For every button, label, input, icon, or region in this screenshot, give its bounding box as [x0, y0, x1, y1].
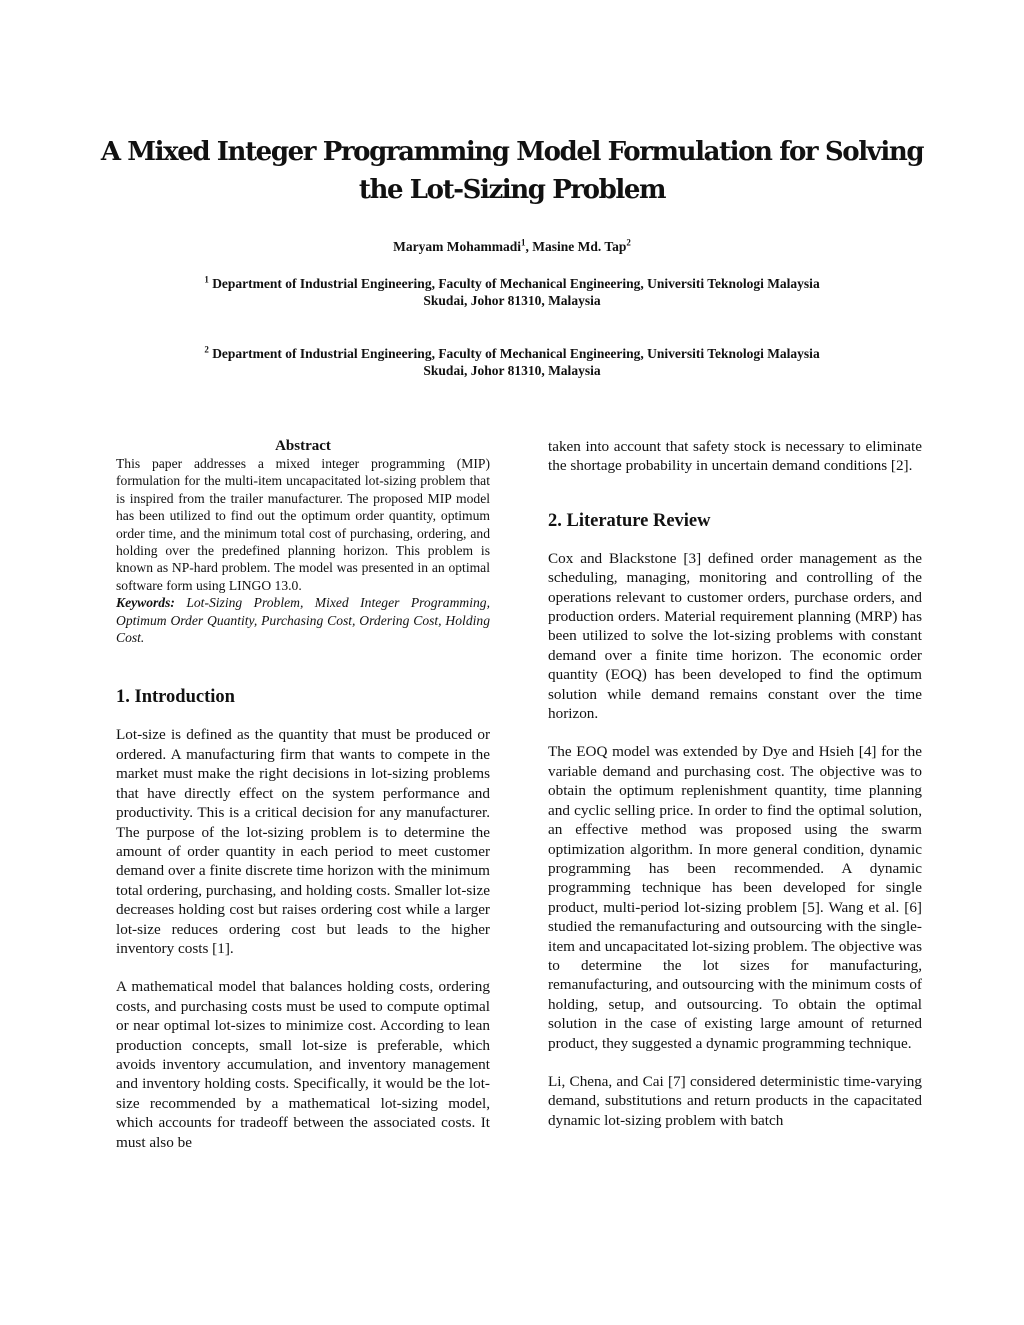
literature-paragraph-2: The EOQ model was extended by Dye and Hsieh [4] for the variable demand and purchasing cost. The objective was to obtain the optimum replenishment quantity, time planning and cyclic selling price. In order to find the optimal solution, an effective method was proposed using the swarm optimization algorithm. In more general condition, dynamic programming has been recommended. A dynamic programming technique has been developed for single product, multi-period lot-sizing problem [5]. Wang et al. [6] studied the remanufacturing and outsourcing with the single-item and uncapacitated lot-sizing problem. The objective was to determine the lot sizes for manufacturing, remanufacturing, and outsourcing with the minimum costs of holding, setup, and outsourcing. To obtain the optimal solution in the case of existing large amount of returned product, they suggested a dynamic programming technique. [548, 743, 922, 1052]
author-1-affiliation-mark: 1 [520, 237, 526, 248]
paper-title [100, 133, 924, 209]
affiliation-2-line-2: Skudai, Johor 81310, Malaysia [423, 363, 601, 378]
affiliation-2 [0, 345, 1024, 379]
keywords-text: Lot-Sizing Problem, Mixed Integer Programming, Optimum Order Quantity, Purchasing Cost, Ordering Cost, Holding Cost. [116, 595, 490, 646]
right-column [548, 437, 922, 1130]
affiliation-1-mark: 1 [204, 274, 209, 285]
introduction-paragraph-1: Lot-size is defined as the quantity that must be produced or ordered. A manufacturing firm that wants to compete in the market must make the right decisions in lot-sizing problems that have directly effect on the system performance and productivity. This is a critical decision for any manufacturer. The purpose of the lot-sizing problem is to determine the amount of order quantity in each period to meet customer demand over a finite discrete time horizon with the minimum total ordering, purchasing, and holding costs. Smaller lot-size decreases holding cost but raises ordering cost while a larger lot-size reduces ordering cost but leads to the higher inventory costs [1]. [116, 726, 490, 957]
keywords-label: Keywords: [116, 595, 175, 611]
introduction-paragraph-2: A mathematical model that balances holding costs, ordering costs, and purchasing costs must be used to compute optimal or near optimal lot-sizes to minimize cost. According to lean production concepts, small lot-size is preferable, which avoids inventory accumulation, and inventory management and inventory holding costs. Specifically, it would be the lot-size recommended by a mathematical lot-sizing model, which accounts for tradeoff between the associated costs. It must also be [116, 978, 490, 1151]
author-list [0, 238, 1024, 256]
affiliation-1 [0, 275, 1024, 309]
affiliation-1-line-2: Skudai, Johor 81310, Malaysia [423, 293, 601, 308]
abstract-heading: Abstract [275, 438, 331, 454]
abstract-text: This paper addresses a mixed integer programming (MIP) formulation for the multi-item uncapacitated lot-sizing problem that is inspired from the trailer manufacturer. The proposed MIP model has been utilized to find out the optimum order quantity, optimum order time, and the minimum total cost of purchasing, ordering, and holding over the predefined planning horizon. This problem is known as NP-hard problem. The model was presented in an optimal software form using LINGO 13.0. [116, 456, 490, 593]
author-1: Maryam Mohammadi [393, 239, 521, 254]
literature-paragraph-3: Li, Chena, and Cai [7] considered deterministic time-varying demand, substitutions and return products in the capacitated dynamic lot-sizing problem with batch [548, 1072, 922, 1129]
title-line-2: the Lot-Sizing Problem [358, 175, 666, 205]
literature-paragraph-1: Cox and Blackstone [3] defined order management as the scheduling, managing, monitoring and controlling of the operations relevant to customer orders, purchase orders, and production orders. Material requirement planning (MRP) has been utilized to solve the lot-sizing problems with constant demand over a finite time horizon. The economic order quantity (EOQ) has been developed to find the optimum solution while demand remains constant over the time horizon. [548, 549, 922, 723]
affiliation-2-line-1: Department of Industrial Engineering, Faculty of Mechanical Engineering, Universiti Teknologi Malaysia [212, 346, 820, 361]
affiliation-1-line-1: Department of Industrial Engineering, Faculty of Mechanical Engineering, Universiti Teknologi Malaysia [212, 276, 820, 291]
left-column [116, 437, 490, 1152]
literature-review-heading: 2. Literature Review [548, 510, 711, 531]
introduction-heading: 1. Introduction [116, 687, 235, 708]
introduction-paragraph-2-continued: taken into account that safety stock is necessary to eliminate the shortage probability in uncertain demand conditions [2]. [548, 438, 922, 475]
author-2-affiliation-mark: 2 [626, 237, 631, 248]
affiliation-2-mark: 2 [204, 344, 209, 355]
title-line-1: A Mixed Integer Programming Model Formulation for Solving [100, 137, 924, 167]
keywords [116, 594, 490, 646]
author-2: Masine Md. Tap [532, 239, 627, 254]
author-separator: , [525, 239, 533, 254]
